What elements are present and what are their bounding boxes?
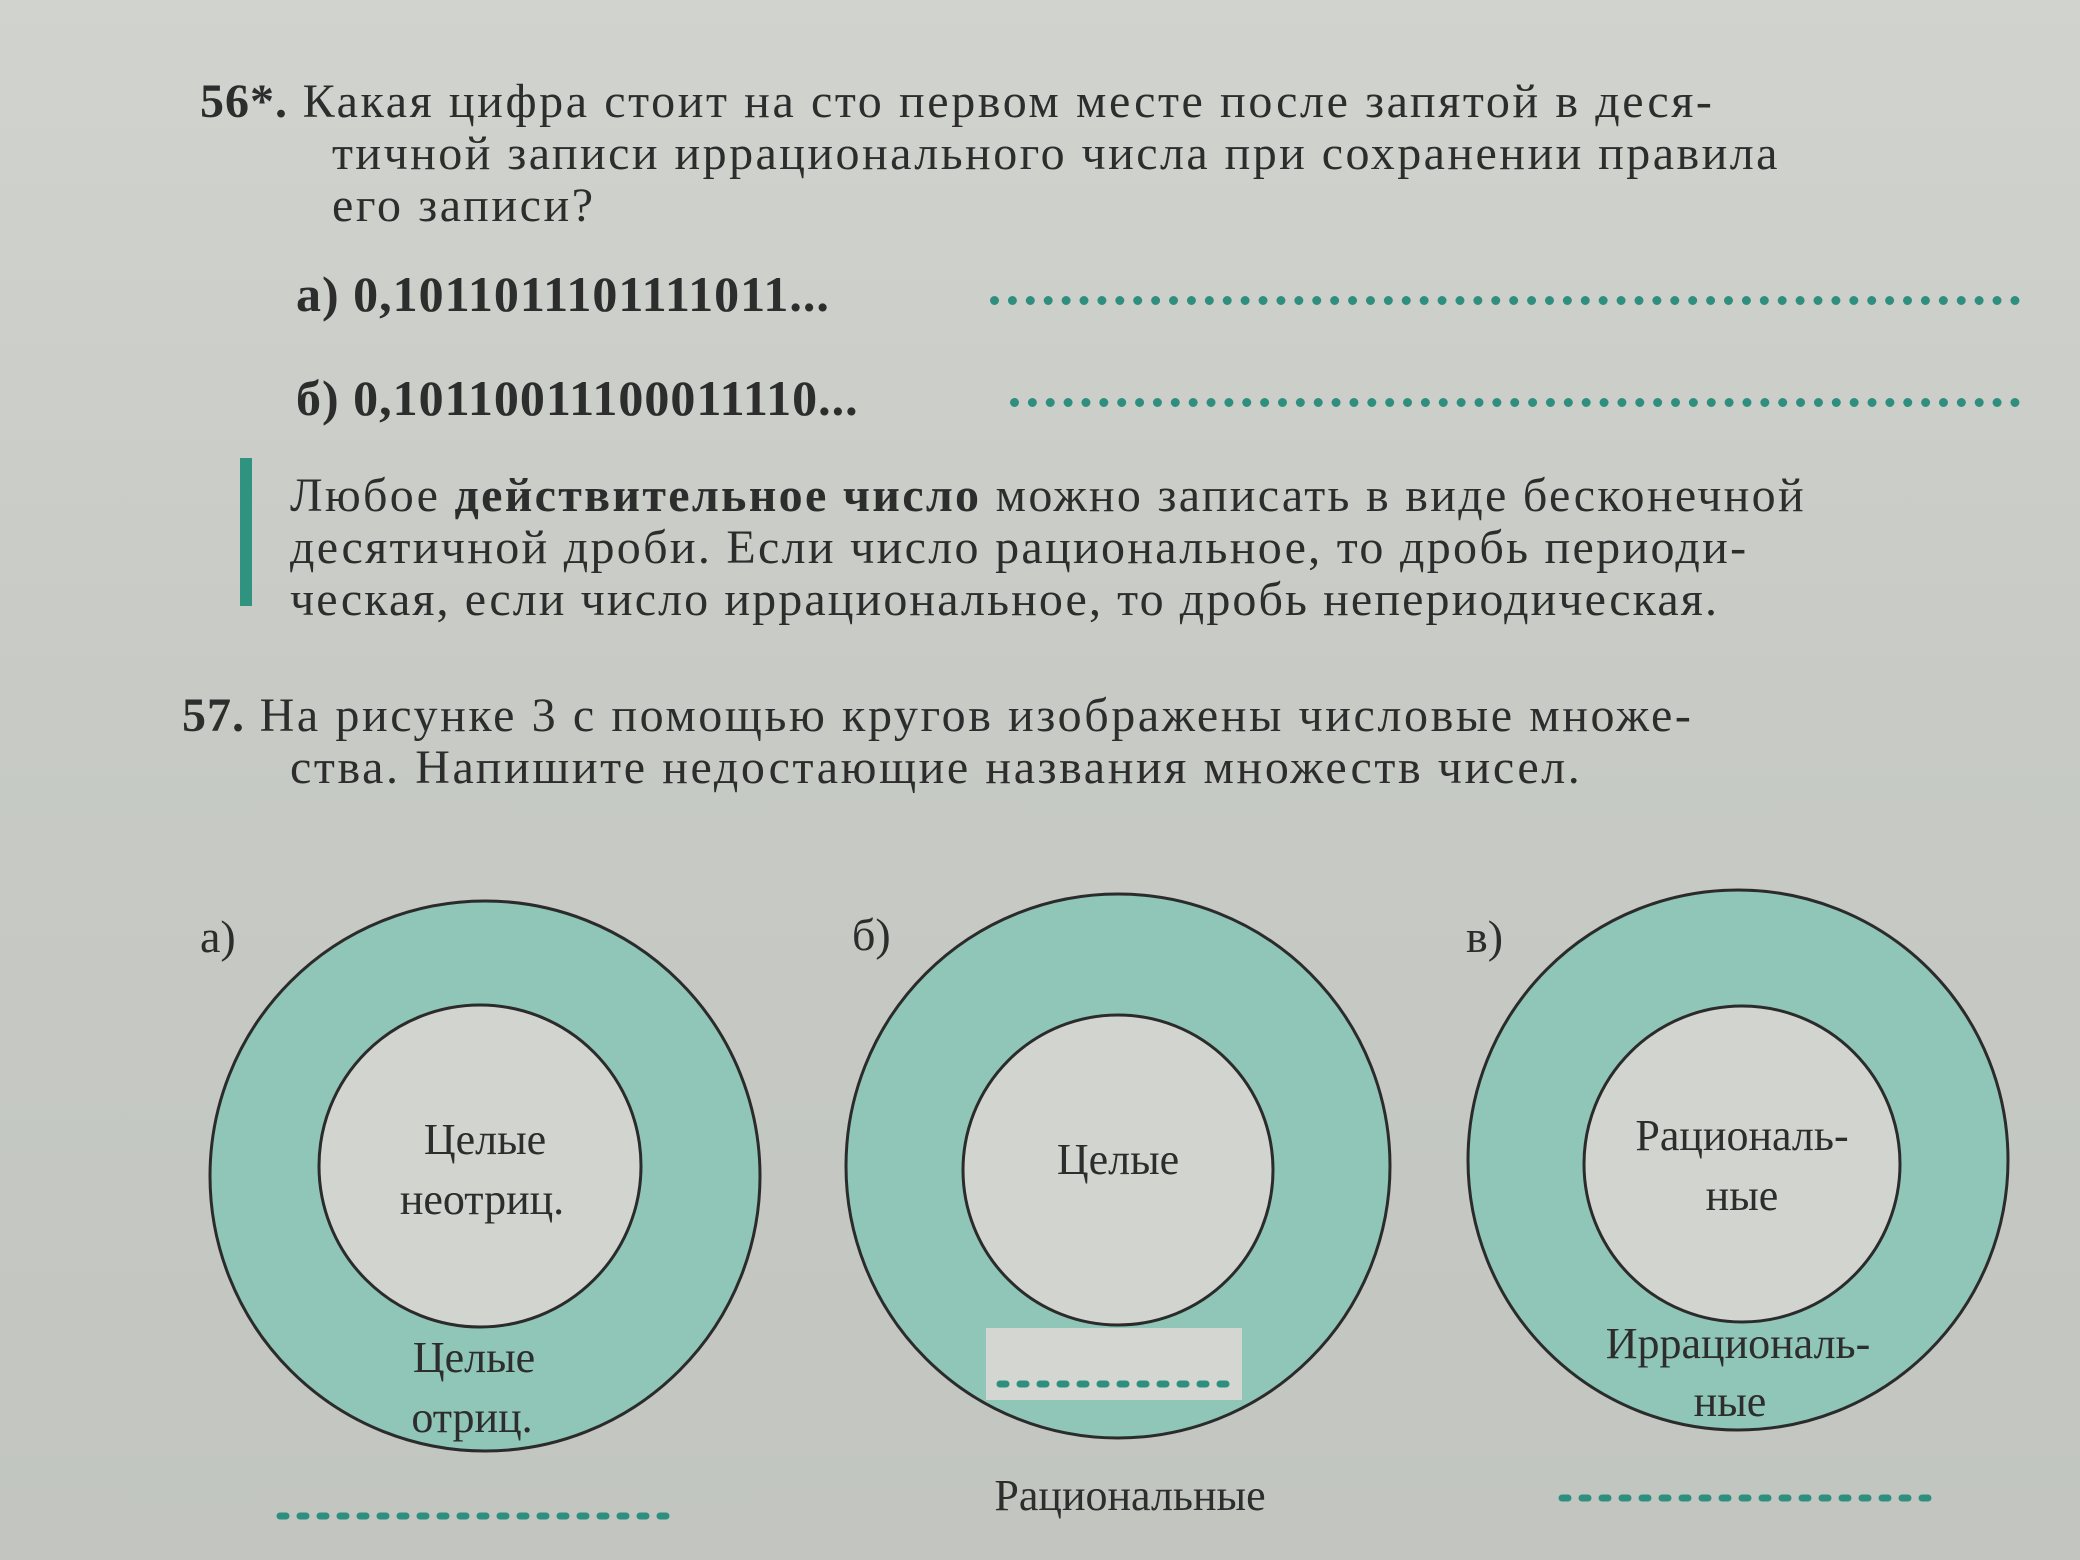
task56-text-3: его записи? bbox=[332, 179, 596, 232]
figure-c-inner-label-2: ные bbox=[1705, 1171, 1779, 1220]
figure-a-outer-label-2: отриц. bbox=[411, 1393, 533, 1442]
task56-number: 56*. bbox=[200, 75, 288, 128]
figure-c-outer-label-2: ные bbox=[1693, 1377, 1767, 1426]
figure-b-outer-label: Рациональные bbox=[994, 1471, 1266, 1520]
rule-line-1-end: можно записать в виде бесконечной bbox=[981, 469, 1806, 522]
task56-option-b: б) 0,10110011100011110... bbox=[296, 370, 859, 426]
figure-c-inner-circle bbox=[1584, 1006, 1900, 1322]
rule-line-1-start: Любое bbox=[290, 469, 455, 522]
figure-a-outer-label-1: Целые bbox=[412, 1333, 536, 1382]
figure-c bbox=[1466, 890, 2008, 1498]
figure-a-inner-label-2: неотриц. bbox=[399, 1175, 565, 1224]
figure-a-inner-label-1: Целые bbox=[423, 1115, 547, 1164]
figure-b-blank-box[interactable] bbox=[986, 1328, 1242, 1400]
figure-a-inner-circle bbox=[319, 1005, 641, 1327]
task57-number: 57. bbox=[182, 689, 245, 742]
figure-a-label: а) bbox=[200, 911, 236, 962]
figure-c-outer-label-1: Иррациональ- bbox=[1605, 1319, 1871, 1368]
rule-line-2: десятичной дроби. Если число рациональное, то дробь периоди- bbox=[290, 521, 1749, 574]
figure-a bbox=[200, 901, 760, 1516]
figure-c-inner-label-1: Рациональ- bbox=[1635, 1111, 1849, 1160]
rule-line-3: ческая, если число иррациональное, то дробь непериодическая. bbox=[290, 573, 1720, 626]
task56-text-1: Какая цифра стоит на сто первом месте после запятой в деся- bbox=[302, 75, 1715, 128]
figure-b bbox=[846, 894, 1390, 1520]
figure-b-inner-label: Целые bbox=[1056, 1135, 1180, 1184]
task56-text-2: тичной записи иррационального числа при сохранении правила bbox=[332, 127, 1780, 180]
figure-b-label: б) bbox=[852, 909, 891, 960]
task57-text-1: На рисунке 3 с помощью кругов изображены числовые множе- bbox=[259, 689, 1694, 742]
task56-option-a: а) 0,1011011101111011... bbox=[296, 266, 830, 322]
figure-c-label: в) bbox=[1466, 911, 1504, 962]
rule-term-bold: действительное число bbox=[454, 469, 982, 522]
task57-text-2: ства. Напишите недостающие названия множеств чисел. bbox=[290, 741, 1583, 794]
